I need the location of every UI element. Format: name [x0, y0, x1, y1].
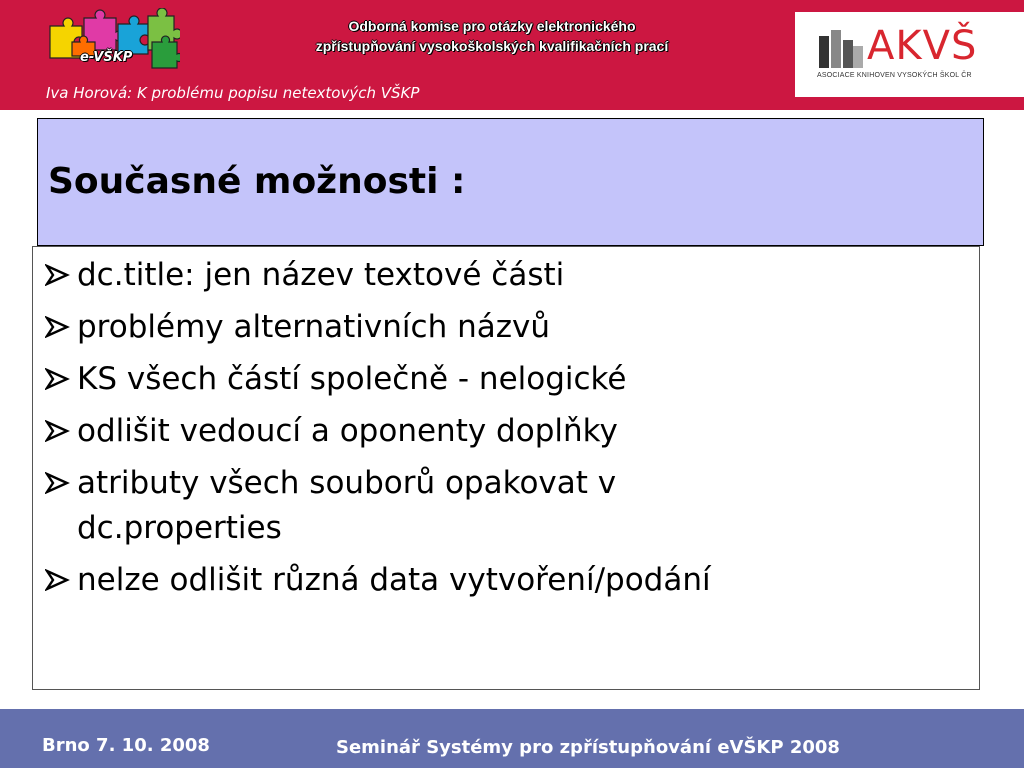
bullet-text: KS všech částí společně - nelogické	[77, 361, 627, 397]
footer-band	[0, 709, 1024, 768]
library-books-icon	[817, 26, 865, 70]
list-item	[45, 467, 965, 551]
bullet-text: atributy všech souborů opakovat v dc.properties	[77, 465, 617, 546]
arrow-bullet-icon	[45, 259, 77, 291]
bullet-text: nelze odlišit různá data vytvoření/podání	[77, 562, 711, 598]
bullet-text: problémy alternativních názvů	[77, 309, 550, 345]
list-item	[45, 363, 965, 402]
header-title	[232, 16, 752, 56]
header-band	[0, 0, 1024, 110]
header-title-line1: Odborná komise pro otázky elektronického	[348, 18, 636, 34]
arrow-bullet-icon	[45, 415, 77, 447]
bullet-text: odlišit vedoucí a oponenty doplňky	[77, 413, 618, 449]
list-item	[45, 311, 965, 350]
presentation-subtitle: Iva Horová: K problému popisu netextových VŠKP	[46, 84, 420, 102]
akvs-caption: ASOCIACE KNIHOVEN VYSOKÝCH ŠKOL ČR	[817, 72, 972, 79]
header-title-line2: zpřístupňování vysokoškolských kvalifikačních prací	[315, 38, 669, 54]
arrow-bullet-icon	[45, 467, 77, 499]
arrow-bullet-icon	[45, 311, 77, 343]
list-item	[45, 259, 965, 298]
footer-seminar-title: Seminář Systémy pro zpřístupňování eVŠKP 2008	[336, 737, 840, 758]
bullet-list	[45, 259, 965, 616]
akvs-logo	[795, 12, 1024, 97]
footer-date: Brno 7. 10. 2008	[42, 735, 210, 756]
arrow-bullet-icon	[45, 564, 77, 596]
logo-label: e-VŠKP	[80, 50, 133, 65]
akvs-wordmark: AKVŠ	[867, 23, 978, 69]
slide-title-box	[37, 118, 984, 246]
bullet-text: dc.title: jen název textové části	[77, 257, 565, 293]
slide-content	[32, 246, 980, 690]
list-item	[45, 564, 965, 603]
arrow-bullet-icon	[45, 363, 77, 395]
slide-title: Současné možnosti :	[48, 161, 466, 202]
list-item	[45, 415, 965, 454]
